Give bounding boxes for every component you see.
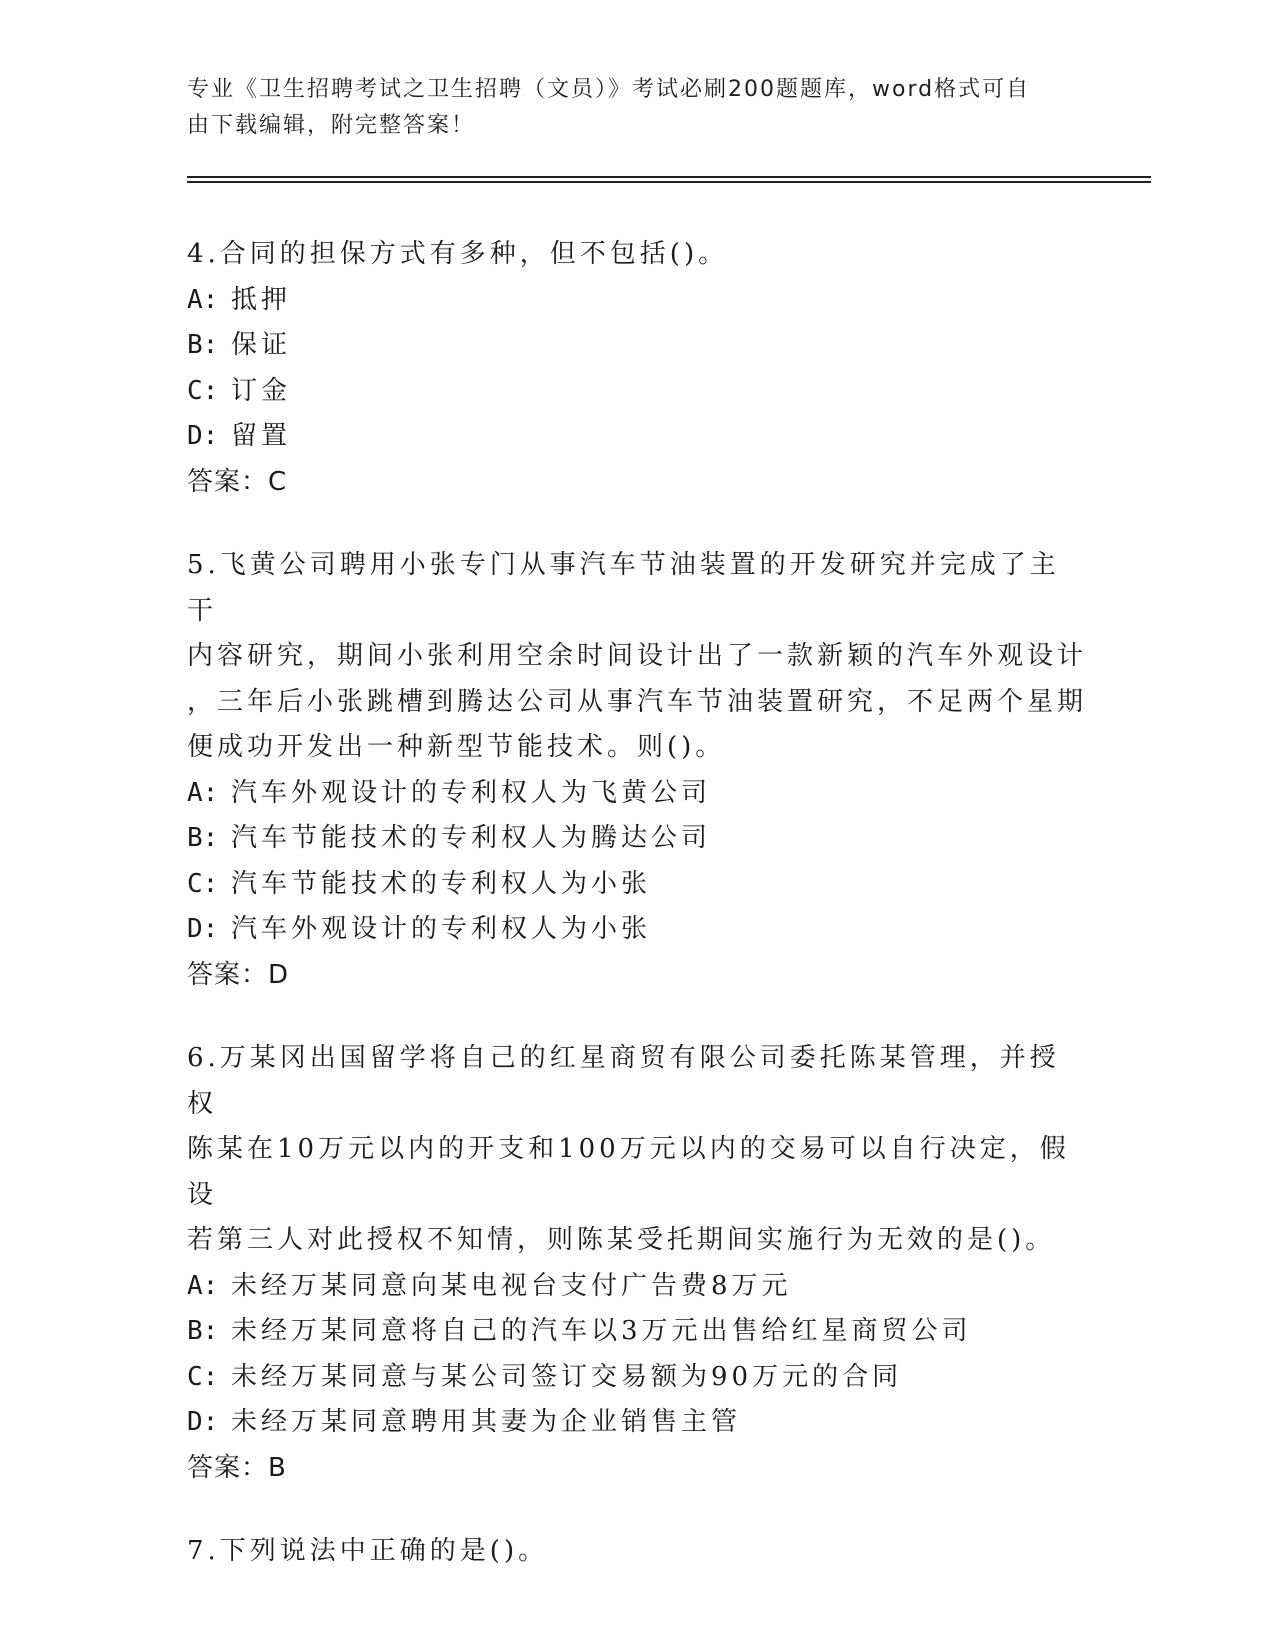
- option-item: [187, 907, 1087, 953]
- question-7: [187, 1529, 1087, 1575]
- question-4: [187, 232, 1087, 505]
- option-item: [187, 1355, 1087, 1401]
- option-item: [187, 771, 1087, 817]
- header-line-1: 专业《卫生招聘考试之卫生招聘（文员）》考试必刷200题题库，word格式可自: [187, 77, 1031, 102]
- option-letter: A:: [187, 777, 219, 808]
- option-text: 未经万某同意向某电视台支付广告费8万元: [231, 1270, 792, 1301]
- option-text: 保证: [231, 330, 292, 360]
- option-letter: B:: [187, 330, 219, 360]
- option-letter: D:: [187, 1407, 219, 1437]
- option-item: [187, 1264, 1087, 1310]
- question-text-line: 5.飞黄公司聘用小张专门从事汽车节油装置的开发研究并完成了主干: [187, 550, 1060, 626]
- option-letter: A:: [187, 284, 219, 315]
- option-text: 汽车节能技术的专利权人为腾达公司: [231, 823, 712, 853]
- option-item: [187, 414, 1087, 460]
- question-text-line: 便成功开发出一种新型节能技术。则()。: [187, 732, 726, 762]
- header-divider-top: [187, 176, 1151, 178]
- option-letter: A:: [187, 1270, 219, 1301]
- question-5: [187, 543, 1087, 998]
- option-letter: D:: [187, 914, 219, 944]
- question-text-line: 若第三人对此授权不知情，则陈某受托期间实施行为无效的是()。: [187, 1225, 1056, 1255]
- option-letter: C:: [187, 375, 219, 406]
- answer-line: 答案：C: [187, 466, 288, 497]
- option-item: [187, 323, 1087, 369]
- option-letter: C:: [187, 1361, 219, 1392]
- option-item: [187, 816, 1087, 862]
- question-text-line: 4.合同的担保方式有多种，但不包括()。: [187, 239, 729, 269]
- option-item: [187, 278, 1087, 324]
- option-text: 未经万某同意聘用其妻为企业销售主管: [231, 1407, 742, 1437]
- document-header: [187, 72, 1067, 144]
- option-item: [187, 1400, 1087, 1446]
- question-text-line: 陈某在10万元以内的开支和100万元以内的交易可以自行决定，假设: [187, 1134, 1070, 1210]
- question-6: [187, 1036, 1087, 1491]
- question-text-line: 7.下列说法中正确的是()。: [187, 1536, 549, 1566]
- option-text: 汽车外观设计的专利权人为小张: [231, 914, 652, 944]
- option-item: [187, 369, 1087, 415]
- option-text: 订金: [231, 375, 292, 406]
- option-item: [187, 1309, 1087, 1355]
- option-letter: B:: [187, 823, 219, 853]
- question-list: [187, 232, 1087, 1613]
- answer-line: 答案：B: [187, 1452, 287, 1483]
- answer-line: 答案：D: [187, 959, 290, 990]
- option-text: 抵押: [231, 284, 292, 315]
- question-text-line: 内容研究，期间小张利用空余时间设计出了一款新颖的汽车外观设计: [187, 641, 1088, 671]
- option-text: 留置: [231, 421, 292, 451]
- header-divider-bottom: [187, 181, 1151, 183]
- header-line-2: 由下载编辑，附完整答案！: [187, 113, 476, 138]
- option-item: [187, 862, 1087, 908]
- option-letter: D:: [187, 421, 219, 451]
- option-text: 汽车外观设计的专利权人为飞黄公司: [231, 777, 712, 808]
- option-letter: C:: [187, 868, 219, 899]
- option-text: 汽车节能技术的专利权人为小张: [231, 868, 652, 899]
- question-text-line: 6.万某冈出国留学将自己的红星商贸有限公司委托陈某管理，并授权: [187, 1043, 1060, 1119]
- question-text-line: ，三年后小张跳槽到腾达公司从事汽车节油装置研究，不足两个星期: [187, 686, 1088, 717]
- option-text: 未经万某同意将自己的汽车以3万元出售给红星商贸公司: [231, 1316, 972, 1346]
- option-text: 未经万某同意与某公司签订交易额为90万元的合同: [231, 1361, 903, 1392]
- option-letter: B:: [187, 1316, 219, 1346]
